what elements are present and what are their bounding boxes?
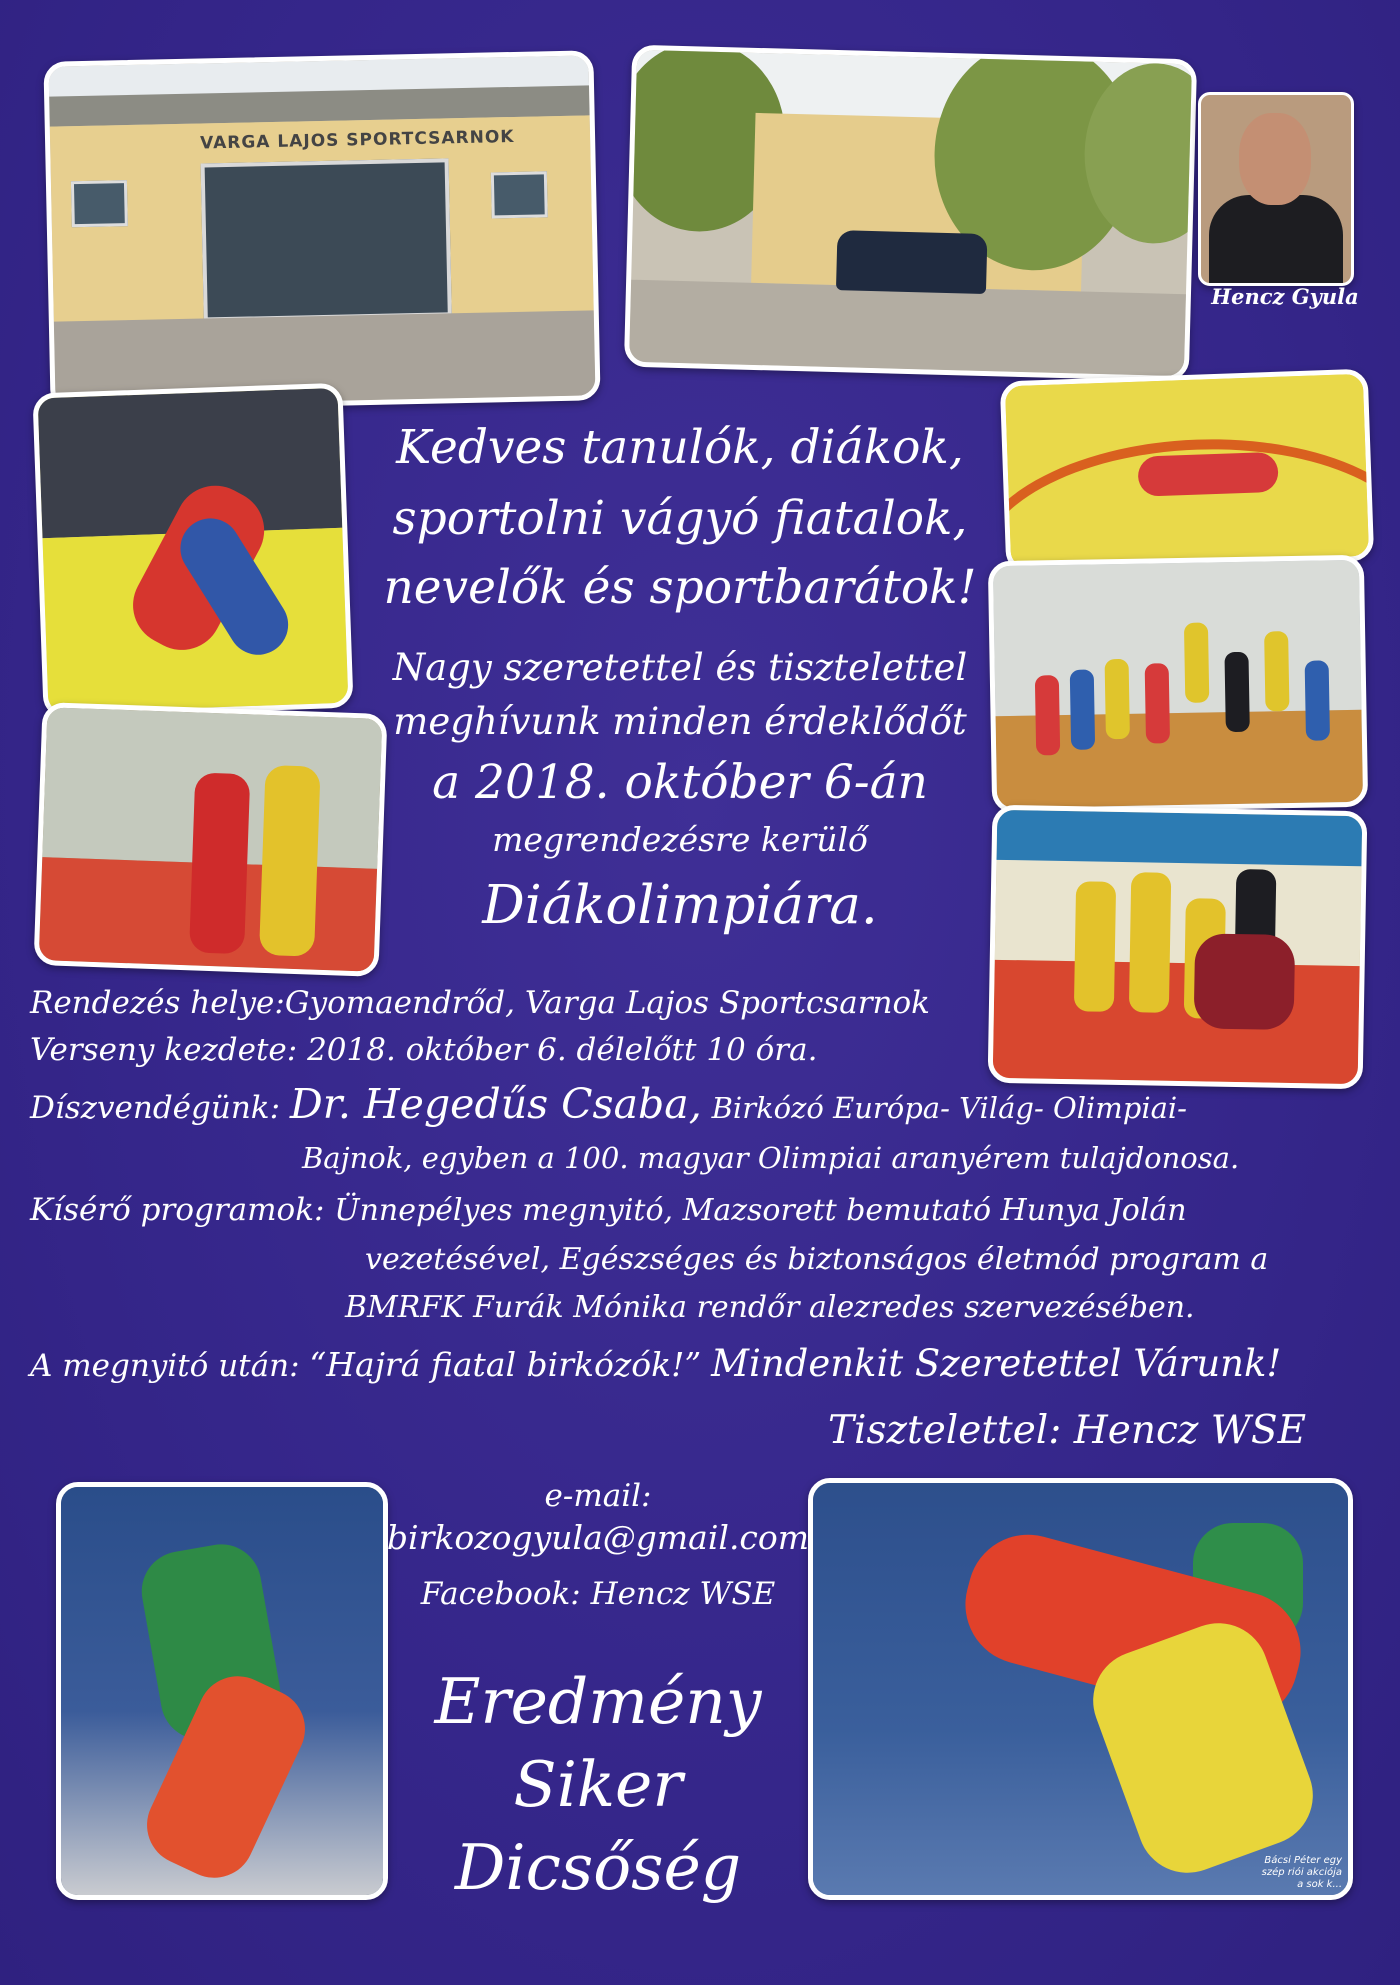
building-sign: VARGA LAJOS SPORTCSARNOK: [199, 126, 515, 154]
photo-corner-caption: Bácsi Péter egy szép riói akciója a sok k...: [1261, 1855, 1342, 1890]
invitation-date: a 2018. október 6-án: [432, 755, 928, 810]
guest-label: Díszvendégünk:: [30, 1090, 281, 1126]
greeting-line: nevelők és sportbarátok!: [383, 560, 977, 615]
start-value: 2018. október 6. délelőtt 10 óra.: [307, 1032, 818, 1068]
facebook-link[interactable]: Facebook: Hencz WSE: [420, 1576, 776, 1612]
invitation-line: megrendezésre kerülő: [492, 820, 868, 859]
wrestling-mat-photo: [1000, 369, 1374, 574]
motto-line: Siker: [513, 1748, 683, 1821]
coach-with-kids-photo: [988, 805, 1368, 1090]
greeting-line: Kedves tanulók, diákok,: [396, 420, 964, 475]
after-opening-line: [30, 1342, 1281, 1385]
programs-text: Ünnepélyes megnyitó, Mazsorett bemutató Hunya Jolán: [334, 1193, 1187, 1228]
venue-value: Gyomaendrőd, Varga Lajos Sportcsarnok: [284, 985, 930, 1021]
portrait-caption: Hencz Gyula: [1211, 284, 1359, 309]
start-line: [30, 1032, 817, 1068]
olympic-wrestlers-photo: [808, 1478, 1353, 1900]
portrait-photo: [1198, 92, 1354, 286]
programs-line: [30, 1192, 1187, 1228]
guest-description-cont: Bajnok, egyben a 100. magyar Olimpiai aranyérem tulajdonosa.: [302, 1141, 1240, 1175]
sports-hall-front-photo: [43, 50, 600, 411]
guest-name: Dr. Hegedűs Csaba,: [289, 1080, 702, 1128]
after-label: A megnyitó után:: [30, 1348, 300, 1384]
wrestling-throw-photo: [32, 383, 353, 719]
email-label: e-mail:: [544, 1478, 652, 1514]
start-label: Verseny kezdete:: [30, 1032, 298, 1068]
event-name: Diákolimpiára.: [482, 875, 878, 936]
welcome-text: Mindenkit Szeretettel Várunk!: [711, 1342, 1282, 1385]
email-address[interactable]: birkozogyula@gmail.com: [386, 1518, 810, 1557]
sports-hall-parking-photo: [624, 45, 1197, 382]
motto-line: Dicsőség: [454, 1831, 742, 1904]
motto-line: Eredmény: [434, 1665, 762, 1738]
programs-text-cont: BMRFK Furák Mónika rendőr alezredes szervezésében.: [345, 1290, 1195, 1325]
invitation-line: Nagy szeretettel és tisztelettel: [392, 646, 968, 689]
guest-description: Birkózó Európa- Világ- Olimpiai-: [711, 1091, 1187, 1125]
greeting-line: sportolni vágyó fiatalok,: [392, 491, 968, 546]
invitation-line: meghívunk minden érdeklődőt: [393, 700, 967, 743]
programs-text-cont: vezetésével, Egészséges és biztonságos életmód program a: [365, 1242, 1269, 1277]
team-group-photo: [988, 555, 1368, 814]
after-quote: “Hajrá fiatal birkózók!”: [309, 1345, 702, 1384]
medal-winners-photo: [34, 702, 388, 977]
programs-label: Kísérő programok:: [30, 1192, 325, 1228]
venue-label: Rendezés helye:: [30, 985, 285, 1021]
venue-line: [30, 985, 930, 1021]
signoff: Tisztelettel: Hencz WSE: [828, 1408, 1307, 1453]
guest-line: [30, 1080, 1187, 1128]
female-wrestlers-photo: [56, 1482, 388, 1900]
